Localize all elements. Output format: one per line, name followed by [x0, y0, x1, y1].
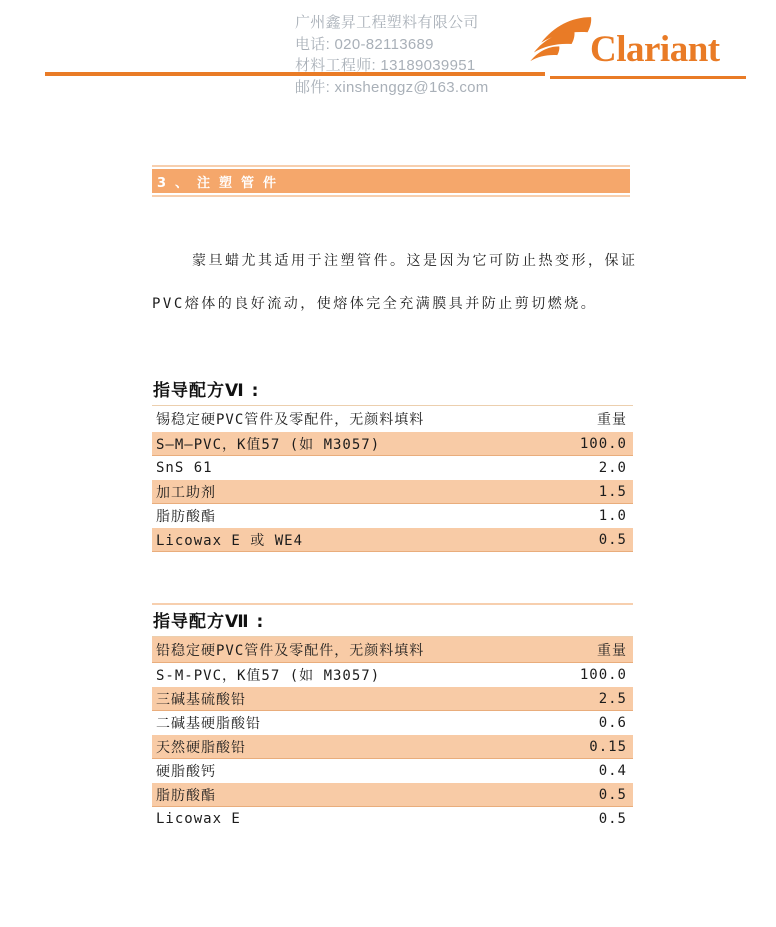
formula-vi-heading: 指导配方Ⅵ :: [153, 381, 260, 401]
table-rows: [152, 432, 633, 552]
section-title: 3、注塑管件: [157, 175, 286, 191]
company-phone: 电话: 020-82113689: [295, 35, 434, 53]
ingredient-amount: 0.4: [598, 763, 627, 779]
ingredient-amount: 2.0: [598, 460, 627, 476]
table-row: [152, 663, 633, 687]
ingredient-amount: 2.5: [598, 690, 627, 707]
table-row: [152, 687, 633, 711]
table-header-value: 重量: [597, 642, 627, 659]
company-contact-block: [295, 12, 489, 98]
section-title-bar: [152, 169, 630, 193]
table-header-label: 铅稳定硬PVC管件及零配件，无颜料填料: [156, 642, 425, 659]
table-header-label: 锡稳定硬PVC管件及零配件，无颜料填料: [156, 412, 425, 428]
ingredient-name: 二碱基硬脂酸铅: [156, 716, 261, 732]
table-row: [152, 711, 633, 735]
table-row: [152, 528, 633, 552]
ingredient-name: 天然硬脂酸铅: [156, 739, 246, 756]
ingredient-name: S-M-PVC，K值57 (如 M3057): [156, 668, 381, 684]
logo-underline: [550, 76, 746, 79]
table-row: [152, 432, 633, 456]
table-header-value: 重量: [597, 412, 627, 428]
ingredient-name: Licowax E 或 WE4: [156, 532, 304, 549]
table-header-row: [152, 637, 633, 663]
ingredient-name: 三碱基硫酸铅: [156, 691, 246, 708]
formula-table-vii: [152, 603, 633, 831]
ingredient-name: 脂肪酸酯: [156, 509, 216, 525]
table-row: [152, 480, 633, 504]
company-email: 邮件: xinshenggz@163.com: [295, 78, 489, 96]
ingredient-amount: 0.5: [598, 811, 627, 827]
company-name: 广州鑫昇工程塑料有限公司: [295, 14, 479, 31]
clariant-logo: [528, 14, 746, 80]
table-row: [152, 783, 633, 807]
ingredient-amount: 1.5: [598, 483, 627, 500]
ingredient-name: 脂肪酸酯: [156, 787, 216, 804]
clariant-wordmark: Clariant: [590, 29, 720, 70]
ingredient-amount: 0.6: [598, 715, 627, 731]
table-row: [152, 807, 633, 831]
section-bottom-hairline: [152, 195, 630, 197]
table-row: [152, 735, 633, 759]
ingredient-name: 加工助剂: [156, 484, 216, 501]
table-row: [152, 504, 633, 528]
section-header: [152, 165, 630, 197]
ingredient-amount: 0.5: [598, 531, 627, 548]
table-row: [152, 759, 633, 783]
body-paragraph: [152, 240, 644, 326]
paragraph-line: PVC熔体的良好流动，使熔体完全充满膜具并防止剪切燃烧。: [152, 296, 598, 312]
ingredient-name: 硬脂酸钙: [156, 764, 216, 780]
table-row: [152, 456, 633, 480]
ingredient-amount: 100.0: [579, 435, 627, 452]
ingredient-name: Licowax E: [156, 811, 241, 827]
table-rows: [152, 663, 633, 831]
ingredient-amount: 1.0: [598, 508, 627, 524]
ingredient-amount: 0.5: [598, 786, 627, 803]
ingredient-amount: 100.0: [579, 667, 627, 683]
formula-table-vi: [152, 374, 633, 552]
table-header-row: [152, 406, 633, 432]
clariant-swoosh-icon: [528, 16, 596, 78]
ingredient-name: S—M—PVC，K值57 (如 M3057): [156, 436, 381, 453]
engineer-phone: 材料工程师: 13189039951: [295, 57, 476, 74]
section-top-hairline: [152, 165, 630, 167]
ingredient-name: SnS 61: [156, 460, 213, 476]
ingredient-amount: 0.15: [589, 738, 627, 755]
formula-vii-heading: 指导配方Ⅶ :: [153, 612, 265, 632]
paragraph-line: 蒙旦蜡尤其适用于注塑管件。这是因为它可防止热变形，保证: [192, 253, 638, 269]
